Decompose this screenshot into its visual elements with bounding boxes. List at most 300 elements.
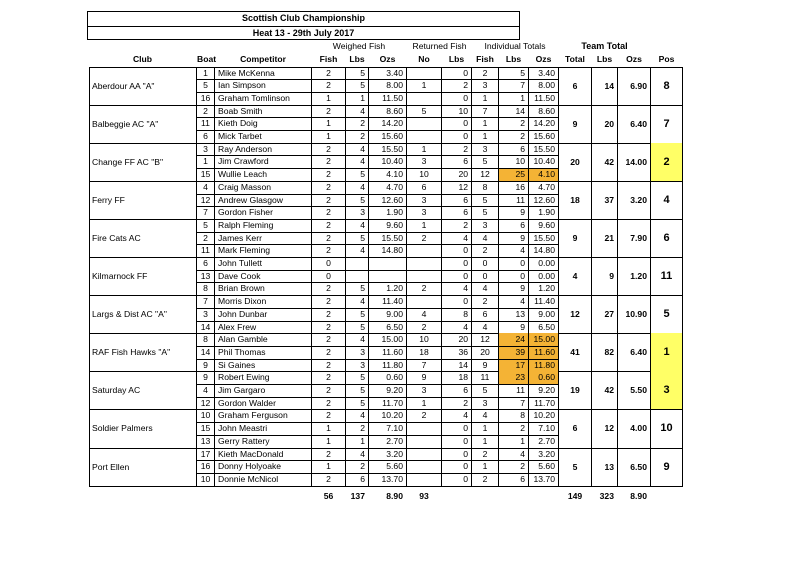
club-name: Soldier Palmers bbox=[92, 423, 153, 434]
club-name: Aberdour AA "A" bbox=[92, 80, 155, 91]
returned-lbs: 0 bbox=[463, 461, 468, 472]
column-divider bbox=[311, 67, 312, 487]
individual-ozs: 15.60 bbox=[533, 131, 555, 141]
column-divider bbox=[498, 67, 499, 487]
team-ozs: 6.40 bbox=[630, 118, 647, 129]
team-total: 4 bbox=[572, 271, 578, 281]
returned-no: 3 bbox=[421, 156, 427, 167]
club-name: RAF Fish Hawks "A" bbox=[92, 347, 171, 358]
team-lbs: 13 bbox=[604, 461, 614, 472]
position: 4 bbox=[663, 193, 670, 206]
competitor-name: Ray Anderson bbox=[218, 143, 272, 154]
weighed-ozs: 3.40 bbox=[386, 67, 403, 78]
individual-ozs: 1.90 bbox=[538, 207, 555, 218]
weighed-ozs: 10.40 bbox=[381, 156, 403, 167]
row-divider bbox=[197, 321, 558, 322]
individual-ozs: 0.00 bbox=[538, 258, 555, 268]
weighed-fish: 2 bbox=[326, 245, 331, 256]
weighed-ozs: 11.40 bbox=[382, 296, 403, 307]
competitor-name: Boab Smith bbox=[218, 105, 263, 116]
position: 6 bbox=[663, 231, 670, 244]
weighed-fish: 2 bbox=[326, 80, 331, 91]
club-name: Kilmarnock FF bbox=[92, 271, 148, 281]
team-lbs: 9 bbox=[609, 271, 614, 281]
weighed-ozs: 11.60 bbox=[382, 346, 403, 357]
individual-fish: 1 bbox=[482, 435, 488, 446]
individual-ozs: 1.20 bbox=[538, 283, 555, 294]
weighed-fish: 2 bbox=[326, 207, 331, 218]
weighed-ozs: 11.50 bbox=[382, 92, 403, 103]
competitor-name: Graham Tomlinson bbox=[218, 92, 290, 103]
individual-fish: 3 bbox=[482, 219, 488, 230]
boat-number: 15 bbox=[200, 169, 211, 180]
returned-lbs: 14 bbox=[458, 359, 468, 370]
competitor-name: Morris Dixon bbox=[218, 296, 267, 307]
returned-no: 1 bbox=[421, 219, 427, 230]
individual-ozs: 10.20 bbox=[533, 410, 555, 421]
individual-ozs: 13.70 bbox=[533, 473, 555, 484]
weighed-fish: 2 bbox=[326, 169, 331, 180]
team-total: 9 bbox=[572, 118, 578, 129]
weighed-fish: 2 bbox=[326, 308, 331, 319]
column-header: Ozs bbox=[379, 54, 396, 64]
weighed-lbs: 3 bbox=[360, 359, 365, 370]
returned-lbs: 0 bbox=[463, 118, 468, 129]
club-name: Saturday AC bbox=[92, 385, 141, 396]
row-divider bbox=[197, 194, 558, 195]
boat-number: 10 bbox=[200, 410, 211, 421]
individual-ozs: 11.50 bbox=[534, 92, 555, 103]
individual-ozs: 0.00 bbox=[538, 270, 555, 281]
position: 7 bbox=[663, 117, 670, 130]
column-header: Ozs bbox=[535, 54, 552, 64]
title-divider bbox=[87, 26, 520, 27]
returned-no: 10 bbox=[419, 334, 429, 345]
team-ozs: 6.50 bbox=[630, 461, 647, 472]
page-title: Scottish Club Championship bbox=[242, 13, 365, 23]
competitor-name: Jim Gargaro bbox=[218, 385, 266, 395]
returned-lbs: 2 bbox=[463, 397, 468, 408]
returned-lbs: 0 bbox=[463, 423, 468, 434]
individual-fish: 5 bbox=[482, 194, 488, 205]
individual-lbs: 24 bbox=[499, 333, 528, 346]
boat-number: 8 bbox=[203, 334, 208, 345]
individual-fish: 9 bbox=[482, 359, 488, 370]
returned-lbs: 0 bbox=[463, 258, 468, 268]
weighed-ozs: 10.20 bbox=[381, 410, 403, 421]
position: 3 bbox=[651, 371, 682, 409]
returned-lbs: 6 bbox=[463, 194, 468, 205]
team-ozs: 5.50 bbox=[630, 385, 647, 396]
competitor-name: Alex Frew bbox=[218, 321, 257, 332]
weighed-ozs: 8.00 bbox=[386, 80, 403, 91]
team-total: 41 bbox=[570, 347, 580, 358]
weighed-fish: 2 bbox=[326, 156, 331, 167]
team-lbs: 21 bbox=[604, 232, 614, 243]
column-divider bbox=[441, 67, 442, 487]
column-divider bbox=[406, 67, 407, 487]
individual-ozs: 11.80 bbox=[529, 359, 558, 372]
individual-fish: 2 bbox=[482, 448, 488, 459]
weighed-ozs: 13.70 bbox=[381, 473, 403, 484]
returned-no: 5 bbox=[421, 105, 427, 116]
individual-ozs: 4.70 bbox=[538, 181, 555, 192]
team-ozs: 3.20 bbox=[630, 194, 647, 205]
column-divider bbox=[471, 67, 472, 487]
team-lbs: 14 bbox=[604, 80, 614, 91]
boat-number: 3 bbox=[203, 308, 208, 319]
position: 8 bbox=[663, 79, 670, 92]
team-ozs: 6.90 bbox=[630, 80, 647, 91]
column-divider bbox=[591, 67, 592, 487]
competitor-name: Graham Ferguson bbox=[218, 410, 288, 421]
returned-lbs: 0 bbox=[463, 473, 468, 484]
individual-lbs: 5 bbox=[520, 67, 525, 78]
competitor-name: Si Gaines bbox=[218, 359, 256, 370]
competitor-name: Gordon Fisher bbox=[218, 207, 273, 218]
weighed-ozs: 6.50 bbox=[386, 321, 403, 332]
competitor-name: John Dunbar bbox=[218, 308, 268, 319]
individual-lbs: 9 bbox=[520, 321, 525, 332]
position: 1 bbox=[651, 333, 682, 371]
column-divider bbox=[89, 67, 90, 487]
individual-fish: 5 bbox=[482, 207, 488, 218]
row-divider bbox=[197, 359, 558, 360]
team-total: 12 bbox=[570, 309, 580, 320]
returned-lbs: 0 bbox=[463, 92, 468, 103]
boat-number: 4 bbox=[203, 385, 208, 395]
weighed-ozs: 14.80 bbox=[381, 245, 403, 256]
individual-lbs: 2 bbox=[520, 131, 525, 141]
team-ozs: 14.00 bbox=[625, 156, 647, 167]
row-divider bbox=[197, 168, 558, 169]
weighed-fish: 2 bbox=[326, 181, 331, 192]
individual-fish: 4 bbox=[482, 283, 488, 294]
boat-number: 14 bbox=[200, 321, 211, 332]
individual-ozs: 9.60 bbox=[538, 219, 555, 230]
column-divider bbox=[558, 67, 559, 487]
weighed-lbs: 4 bbox=[360, 181, 365, 192]
weighed-fish: 2 bbox=[326, 448, 331, 459]
boat-number: 2 bbox=[203, 105, 208, 116]
competitor-name: Ian Simpson bbox=[218, 80, 266, 91]
individual-fish: 5 bbox=[482, 156, 488, 167]
returned-no bbox=[407, 117, 441, 130]
weighed-lbs: 4 bbox=[360, 105, 365, 116]
weighed-fish: 2 bbox=[326, 473, 331, 484]
individual-ozs: 5.60 bbox=[538, 461, 555, 472]
weighed-fish: 2 bbox=[326, 283, 331, 294]
boat-number: 9 bbox=[203, 359, 208, 370]
row-divider bbox=[197, 206, 558, 207]
column-header: Club bbox=[132, 54, 153, 64]
boat-number: 3 bbox=[203, 143, 208, 154]
competitor-name: Gerry Rattery bbox=[218, 435, 270, 446]
weighed-lbs: 5 bbox=[360, 194, 365, 205]
boat-number: 16 bbox=[200, 92, 211, 103]
weighed-lbs: 5 bbox=[360, 67, 365, 78]
row-divider bbox=[197, 155, 558, 156]
boat-number: 4 bbox=[203, 181, 208, 192]
boat-number: 14 bbox=[200, 346, 211, 357]
individual-fish: 2 bbox=[482, 473, 488, 484]
individual-lbs: 6 bbox=[520, 143, 525, 154]
column-header: Lbs bbox=[448, 54, 465, 64]
weighed-lbs: 4 bbox=[360, 296, 365, 307]
individual-fish: 0 bbox=[482, 258, 488, 268]
individual-ozs: 10.40 bbox=[533, 156, 555, 167]
individual-ozs: 15.50 bbox=[533, 143, 555, 154]
team-total: 19 bbox=[570, 385, 580, 396]
weighed-fish: 2 bbox=[326, 296, 331, 307]
club-name: Balbeggie AC "A" bbox=[92, 118, 159, 129]
column-header: Lbs bbox=[596, 54, 613, 64]
club-name: Fire Cats AC bbox=[92, 232, 141, 243]
returned-lbs: 36 bbox=[458, 346, 468, 357]
grand-total-lbs: 137 bbox=[350, 490, 365, 501]
individual-ozs: 7.10 bbox=[538, 423, 555, 434]
individual-fish: 1 bbox=[482, 131, 488, 141]
individual-ozs: 14.80 bbox=[533, 245, 555, 256]
returned-no bbox=[407, 92, 441, 105]
individual-ozs: 15.00 bbox=[529, 333, 558, 346]
returned-no: 2 bbox=[421, 283, 427, 294]
team-ozs: 6.40 bbox=[630, 347, 647, 358]
individual-ozs: 3.20 bbox=[538, 448, 555, 459]
weighed-fish: 2 bbox=[326, 359, 331, 370]
weighed-lbs: 5 bbox=[360, 80, 365, 91]
individual-fish: 4 bbox=[482, 410, 488, 421]
returned-no bbox=[407, 270, 441, 283]
returned-no: 9 bbox=[421, 372, 427, 383]
boat-number: 7 bbox=[203, 207, 208, 218]
weighed-ozs: 15.60 bbox=[381, 131, 403, 141]
individual-lbs: 9 bbox=[520, 232, 525, 243]
club-name: Largs & Dist AC "A" bbox=[92, 309, 167, 320]
returned-no: 3 bbox=[421, 207, 427, 218]
boat-number: 11 bbox=[201, 118, 210, 129]
position: 5 bbox=[663, 308, 670, 321]
column-divider bbox=[345, 67, 346, 487]
weighed-lbs: 1 bbox=[360, 92, 365, 103]
weighed-fish: 2 bbox=[326, 372, 331, 383]
boat-number: 16 bbox=[200, 461, 211, 472]
team-total: 18 bbox=[570, 194, 580, 205]
individual-fish: 8 bbox=[482, 181, 488, 192]
weighed-fish: 2 bbox=[326, 232, 331, 243]
column-header: Pos bbox=[658, 54, 675, 64]
weighed-ozs: 8.60 bbox=[386, 105, 403, 116]
weighed-ozs: 5.60 bbox=[386, 461, 403, 472]
returned-lbs: 0 bbox=[463, 245, 468, 256]
team-ozs: 1.20 bbox=[630, 271, 647, 281]
weighed-fish: 2 bbox=[326, 410, 331, 421]
returned-no: 1 bbox=[421, 80, 427, 91]
individual-lbs: 2 bbox=[520, 461, 525, 472]
individual-lbs: 4 bbox=[520, 245, 525, 256]
returned-lbs: 10 bbox=[458, 105, 468, 116]
individual-ozs: 0.60 bbox=[529, 371, 558, 384]
individual-lbs: 6 bbox=[520, 219, 525, 230]
returned-lbs: 0 bbox=[463, 270, 468, 281]
weighed-lbs: 4 bbox=[360, 334, 365, 345]
weighed-fish: 2 bbox=[326, 397, 331, 408]
competitor-name: Wullie Leach bbox=[218, 169, 268, 180]
returned-lbs: 2 bbox=[463, 143, 468, 154]
weighed-lbs: 5 bbox=[360, 372, 365, 383]
competitor-name: John Tullett bbox=[218, 258, 262, 268]
weighed-fish: 1 bbox=[326, 423, 331, 434]
individual-lbs: 1 bbox=[520, 435, 525, 446]
grand-total-returned: 93 bbox=[419, 490, 429, 501]
competitor-name: Jim Crawford bbox=[218, 156, 269, 167]
group-header-weighed: Weighed Fish bbox=[332, 41, 386, 51]
returned-no: 2 bbox=[421, 321, 427, 332]
team-lbs: 20 bbox=[604, 118, 614, 129]
club-divider bbox=[89, 486, 683, 487]
individual-lbs: 10 bbox=[515, 156, 525, 167]
weighed-fish: 2 bbox=[326, 143, 331, 154]
weighed-ozs: 9.20 bbox=[386, 385, 403, 395]
weighed-ozs: 2.70 bbox=[386, 435, 403, 446]
group-header-returned: Returned Fish bbox=[412, 41, 467, 51]
weighed-ozs bbox=[369, 270, 406, 283]
individual-ozs: 14.20 bbox=[533, 118, 555, 129]
returned-no: 6 bbox=[421, 181, 427, 192]
column-header: Fish bbox=[319, 54, 338, 64]
weighed-ozs: 14.20 bbox=[381, 118, 403, 129]
competitor-name: Phil Thomas bbox=[218, 346, 266, 357]
returned-lbs: 4 bbox=[463, 321, 468, 332]
boat-number: 6 bbox=[203, 258, 208, 268]
row-divider bbox=[197, 460, 558, 461]
individual-fish: 2 bbox=[482, 296, 488, 307]
individual-lbs: 16 bbox=[515, 181, 525, 192]
competitor-name: Kieth MacDonald bbox=[218, 448, 284, 459]
weighed-fish: 0 bbox=[326, 258, 331, 268]
competitor-name: Donny Holyoake bbox=[218, 461, 282, 472]
individual-fish: 1 bbox=[482, 461, 488, 472]
boat-number: 15 bbox=[200, 423, 211, 434]
returned-lbs: 8 bbox=[463, 308, 468, 319]
team-lbs: 42 bbox=[604, 156, 614, 167]
individual-fish: 2 bbox=[482, 245, 488, 256]
row-divider bbox=[197, 117, 558, 118]
returned-lbs: 18 bbox=[458, 372, 468, 383]
individual-ozs: 9.00 bbox=[538, 308, 555, 319]
weighed-lbs: 1 bbox=[360, 435, 365, 446]
individual-lbs: 23 bbox=[499, 371, 528, 384]
weighed-ozs: 0.60 bbox=[386, 372, 403, 383]
individual-fish: 7 bbox=[482, 105, 488, 116]
competitor-name: Craig Masson bbox=[218, 181, 272, 192]
position: 10 bbox=[660, 422, 673, 435]
returned-no bbox=[407, 448, 441, 461]
grand-team-lbs: 323 bbox=[599, 490, 614, 501]
individual-ozs: 9.20 bbox=[538, 385, 555, 395]
page-subtitle: Heat 13 - 29th July 2017 bbox=[252, 28, 355, 38]
club-name: Ferry FF bbox=[92, 194, 125, 205]
weighed-lbs: 4 bbox=[360, 410, 365, 421]
weighed-ozs: 11.70 bbox=[382, 397, 403, 408]
returned-no: 4 bbox=[421, 308, 427, 319]
row-divider bbox=[197, 270, 558, 271]
position: 11 bbox=[660, 270, 673, 282]
returned-no: 7 bbox=[421, 359, 427, 370]
weighed-lbs: 2 bbox=[360, 461, 365, 472]
group-header-team: Team Total bbox=[581, 41, 628, 51]
row-divider bbox=[197, 308, 558, 309]
individual-lbs: 9 bbox=[520, 283, 525, 294]
individual-lbs: 6 bbox=[520, 473, 525, 484]
team-ozs: 4.00 bbox=[630, 423, 647, 434]
boat-number: 12 bbox=[200, 194, 211, 205]
returned-no bbox=[407, 295, 441, 308]
row-divider bbox=[197, 384, 558, 385]
individual-ozs: 11.40 bbox=[534, 296, 555, 307]
boat-number: 12 bbox=[200, 397, 211, 408]
weighed-ozs: 1.20 bbox=[386, 283, 403, 294]
weighed-fish: 1 bbox=[326, 435, 331, 446]
competitor-name: Robert Ewing bbox=[218, 372, 270, 383]
individual-lbs: 2 bbox=[520, 423, 525, 434]
individual-ozs: 8.60 bbox=[538, 105, 555, 116]
individual-ozs: 3.40 bbox=[538, 67, 555, 78]
boat-number: 13 bbox=[200, 435, 211, 446]
boat-number: 5 bbox=[203, 219, 208, 230]
individual-lbs: 1 bbox=[520, 92, 525, 103]
row-divider bbox=[197, 232, 558, 233]
individual-fish: 4 bbox=[482, 232, 488, 243]
row-divider bbox=[197, 282, 558, 283]
returned-no bbox=[407, 422, 441, 435]
weighed-ozs: 1.90 bbox=[386, 207, 403, 218]
weighed-fish: 2 bbox=[326, 194, 331, 205]
returned-no: 1 bbox=[421, 397, 427, 408]
competitor-name: James Kerr bbox=[218, 232, 262, 243]
individual-ozs: 6.50 bbox=[538, 321, 555, 332]
returned-no: 2 bbox=[421, 232, 427, 243]
grand-team-total: 149 bbox=[567, 490, 583, 501]
individual-lbs: 0 bbox=[520, 270, 525, 281]
weighed-lbs: 2 bbox=[360, 423, 365, 434]
column-divider bbox=[368, 67, 369, 487]
individual-lbs: 4 bbox=[520, 448, 525, 459]
weighed-fish: 2 bbox=[326, 219, 331, 230]
weighed-lbs: 4 bbox=[360, 143, 365, 154]
individual-ozs: 12.60 bbox=[533, 194, 555, 205]
individual-lbs: 9 bbox=[520, 207, 525, 218]
weighed-lbs: 5 bbox=[360, 308, 365, 319]
group-header-individual: Individual Totals bbox=[484, 41, 546, 51]
individual-fish: 6 bbox=[482, 308, 488, 319]
competitor-name: Gordon Walder bbox=[218, 397, 276, 408]
weighed-ozs: 15.50 bbox=[381, 143, 403, 154]
returned-no: 10 bbox=[419, 169, 429, 180]
column-header: Competitor bbox=[240, 54, 286, 64]
weighed-lbs: 5 bbox=[360, 232, 365, 243]
returned-lbs: 20 bbox=[458, 169, 468, 180]
competitor-name: Mike McKenna bbox=[218, 67, 275, 78]
boat-number: 13 bbox=[200, 270, 211, 281]
individual-fish: 2 bbox=[482, 67, 488, 78]
team-ozs: 7.90 bbox=[630, 232, 647, 243]
individual-lbs: 7 bbox=[520, 397, 525, 408]
team-lbs: 37 bbox=[604, 194, 614, 205]
returned-lbs: 0 bbox=[463, 448, 468, 459]
team-total: 20 bbox=[570, 156, 580, 167]
team-total: 5 bbox=[572, 461, 578, 472]
